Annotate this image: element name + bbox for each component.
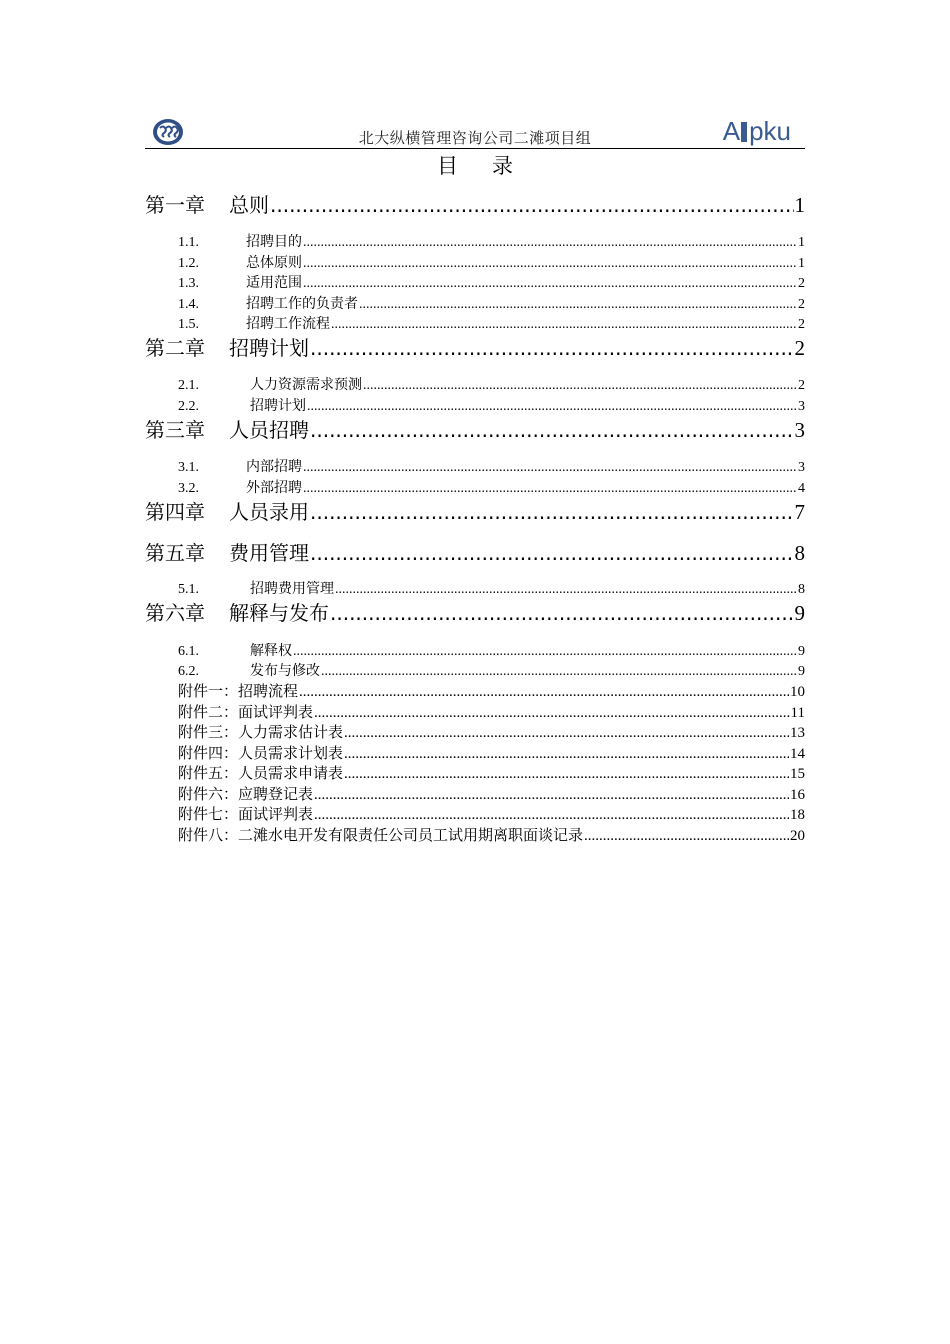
toc-chapter-6[interactable]: 第六章 解释与发布 ..... 9 <box>145 597 805 626</box>
toc-section-6-2[interactable]: 6.2. 发布与修改 ..... 9 <box>178 660 805 680</box>
chapter-title: 人员招聘 <box>229 418 309 442</box>
page-number: 3 <box>794 418 805 442</box>
chapter-title: 总则 <box>229 193 269 217</box>
chapter-title: 招聘计划 <box>229 336 309 360</box>
toc-chapter-4[interactable]: 第四章 人员录用 ..... 7 <box>145 496 805 525</box>
toc-appendix-1[interactable]: 附件一：招聘流程 ..... 10 <box>178 680 805 701</box>
leader-dots <box>310 336 794 360</box>
toc-section-1-2[interactable]: 1.2. 总体原则 ..... 1 <box>178 252 805 272</box>
toc-appendix-3[interactable]: 附件三：人力需求估计表 ..... 13 <box>178 721 805 742</box>
page-number: 9 <box>794 601 805 625</box>
toc-section-2-2[interactable]: 2.2. 招聘计划 ..... 3 <box>178 395 805 415</box>
header-title: 北大纵横管理咨询公司二滩项目组 <box>358 131 592 147</box>
toc-chapter-2[interactable]: 第二章 招聘计划 ..... 2 <box>145 332 805 361</box>
chapter-title: 人员录用 <box>229 500 309 524</box>
leader-dots <box>270 193 794 217</box>
toc-appendix-8[interactable]: 附件八：二滩水电开发有限责任公司员工试用期离职面谈记录 ..... 20 <box>178 824 805 845</box>
page-number: 1 <box>794 193 805 217</box>
toc-appendix-5[interactable]: 附件五：人员需求申请表 ..... 15 <box>178 762 805 783</box>
leader-dots <box>310 418 794 442</box>
toc-appendix-2[interactable]: 附件二：面试评判表 ..... 11 <box>178 701 805 722</box>
toc-section-1-5[interactable]: 1.5. 招聘工作流程 ..... 2 <box>178 313 805 333</box>
page-number: 2 <box>794 336 805 360</box>
leader-dots <box>330 601 794 625</box>
toc-chapter-1[interactable]: 第一章 总则 ..... 1 <box>145 189 805 218</box>
page-number: 7 <box>794 500 805 524</box>
toc-appendix-4[interactable]: 附件四：人员需求计划表 ..... 14 <box>178 742 805 763</box>
toc-section-1-3[interactable]: 1.3. 适用范围 ..... 2 <box>178 272 805 292</box>
toc-chapter-5[interactable]: 第五章 费用管理 ..... 8 <box>145 537 805 566</box>
logo-bar-icon <box>741 122 747 142</box>
page-number: 8 <box>794 541 805 565</box>
toc-section-1-4[interactable]: 1.4. 招聘工作的负责者 ..... 2 <box>178 293 805 313</box>
toc-section-1-1[interactable]: 1.1. 招聘目的 ..... 1 <box>178 231 805 251</box>
toc-section-6-1[interactable]: 6.1. 解释权 ..... 9 <box>178 640 805 660</box>
apku-logo: A pku <box>722 116 791 146</box>
doc-title: 目录 <box>437 154 547 178</box>
toc-section-5-1[interactable]: 5.1. 招聘费用管理 ..... 8 <box>178 578 805 598</box>
toc-appendix-7[interactable]: 附件七：面试评判表 ..... 18 <box>178 803 805 824</box>
toc-chapter-3[interactable]: 第三章 人员招聘 ..... 3 <box>145 414 805 443</box>
page-header <box>145 113 805 149</box>
chapter-title: 费用管理 <box>229 541 309 565</box>
leader-dots <box>310 500 794 524</box>
toc-appendix-6[interactable]: 附件六：应聘登记表 ..... 16 <box>178 783 805 804</box>
toc-section-3-2[interactable]: 3.2. 外部招聘 ..... 4 <box>178 477 805 497</box>
toc-section-3-1[interactable]: 3.1. 内部招聘 ..... 3 <box>178 456 805 476</box>
toc-section-2-1[interactable]: 2.1. 人力资源需求预测 ..... 2 <box>178 374 805 394</box>
leader-dots <box>310 541 794 565</box>
chapter-title: 解释与发布 <box>229 601 329 625</box>
